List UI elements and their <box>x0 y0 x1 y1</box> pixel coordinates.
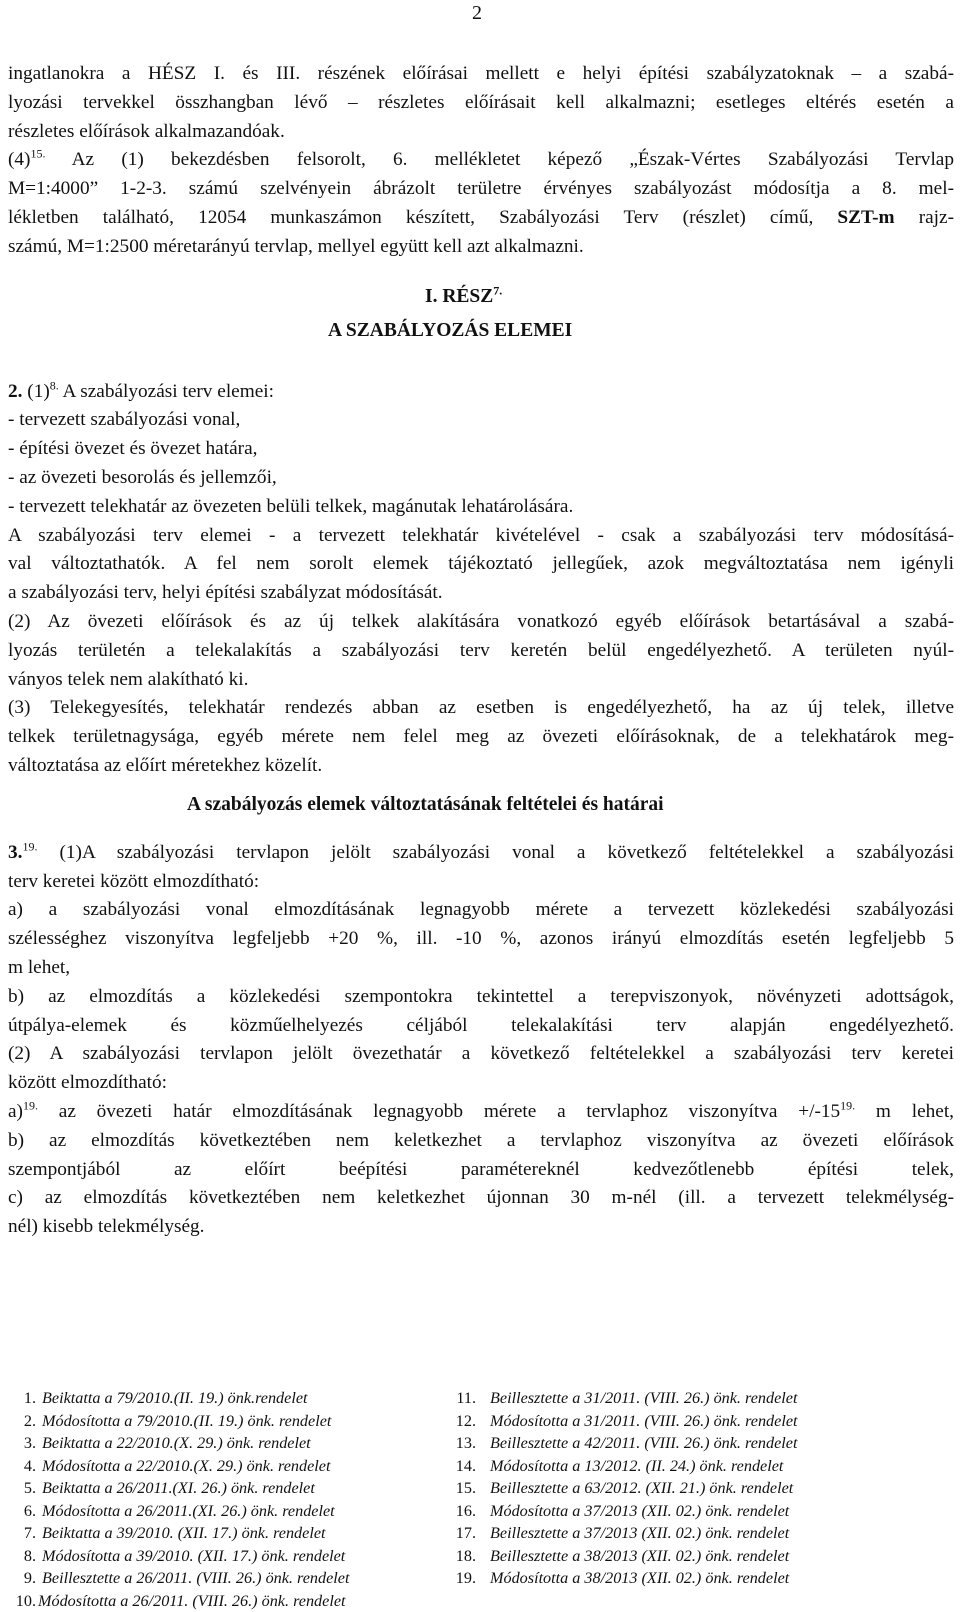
paragraph-line: változtatása az előírt méretekhez közelít. <box>8 752 954 781</box>
paragraph-line: számú, M=1:2500 méretarányú tervlap, mellyel együtt kell azt alkalmazni. <box>8 233 954 262</box>
paragraph-line: ványos telek nem alakítható ki. <box>8 666 954 695</box>
clause-text: Az (1) bekezdésben felsorolt, 6. mellékletet képező „Észak-Vértes Szabályozási Tervlap <box>45 149 954 170</box>
list-item: - építési övezet és övezet határa, <box>8 435 954 464</box>
footnote-item: 1. Beiktatta a 79/2010.(II. 19.) önk.rendelet <box>8 1387 349 1410</box>
clause-text: az övezeti határ elmozdításának legnagyobb mérete a tervlaphoz viszonyítva +/-15 <box>38 1101 840 1122</box>
footnote-item: 17. Beillesztette a 37/2013 (XII. 02.) önk. rendelet <box>452 1522 798 1545</box>
paragraph-line <box>8 839 954 868</box>
clause-number: (1) <box>22 381 49 402</box>
part-heading: I. $RÉSZ^{7.}$ <box>425 286 502 308</box>
paragraph-line: a szabályozási terv, helyi építési szabályzat módosítását. <box>8 579 954 608</box>
paragraph-line: nél) kisebb telekmélység. <box>8 1213 954 1242</box>
drawing-code: SZT-m <box>837 207 894 228</box>
footnote-item: 15. Beillesztette a 63/2012. (XII. 21.) önk. rendelet <box>452 1477 798 1500</box>
footnote-item: 2. Módosította a 79/2010.(II. 19.) önk. rendelet <box>8 1410 349 1433</box>
paragraph-line: ingatlanokra a HÉSZ I. és III. részének előírásai mellett e helyi építési szabályzatoknak – a szabá- <box>8 60 954 89</box>
footnotes-left-column <box>8 1387 349 1612</box>
paragraph-line: szempontjából az előírt beépítési paramétereknél kedvezőtlenebb építési telek, <box>8 1156 954 1185</box>
paragraph-line: lyozás területén a telekalakítás a szabályozási terv keretén belül engedélyezhető. A területen nyúl- <box>8 637 954 666</box>
body-text <box>8 60 954 1242</box>
footnote-ref: 19. <box>22 839 37 853</box>
footnote-item: 8. Módosította a 39/2010. (XII. 17.) önk. rendelet <box>8 1545 349 1568</box>
paragraph-line: szélességhez viszonyítva legfeljebb +20 %, ill. -10 %, azonos irányú elmozdítás esetén legfeljebb 5 <box>8 925 954 954</box>
paragraph-line: (3) Telekegyesítés, telekhatár rendezés abban az esetben is engedélyezhető, ha az új telek, illetve <box>8 694 954 723</box>
paragraph-line: b) az elmozdítás a közlekedési szempontokra tekintettel a terepviszonyok, növényzeti adottságok, <box>8 983 954 1012</box>
list-item: - tervezett szabályozási vonal, <box>8 406 954 435</box>
section-subheading: A szabályozás elemek változtatásának feltételei és határai <box>187 794 664 816</box>
footnote-item: 5. Beiktatta a 26/2011.(XI. 26.) önk. rendelet <box>8 1477 349 1500</box>
paragraph-line: között elmozdítható: <box>8 1069 954 1098</box>
footnote-ref: 15. <box>30 147 45 161</box>
footnote-item: 9. Beillesztette a 26/2011. (VIII. 26.) önk. rendelet <box>8 1567 349 1590</box>
footnote-item: 18. Beillesztette a 38/2013 (XII. 02.) önk. rendelet <box>452 1545 798 1568</box>
footnote-item: 13. Beillesztette a 42/2011. (VIII. 26.) önk. rendelet <box>452 1432 798 1455</box>
footnote-ref: 19. <box>23 1098 38 1112</box>
footnote-item: 12. Módosította a 31/2011. (VIII. 26.) önk. rendelet <box>452 1410 798 1433</box>
footnote-item: 16. Módosította a 37/2013 (XII. 02.) önk. rendelet <box>452 1500 798 1523</box>
paragraph-line: val változtathatók. A fel nem sorolt elemek tájékoztató jellegűek, azok megváltoztatása nem igényli <box>8 550 954 579</box>
list-item: - tervezett telekhatár az övezeten belüli telkek, magánutak lehatárolására. <box>8 493 954 522</box>
footnote-item: 19. Módosította a 38/2013 (XII. 02.) önk. rendelet <box>452 1567 798 1590</box>
paragraph-line <box>8 1098 954 1127</box>
footnote-item: 6. Módosította a 26/2011.(XI. 26.) önk. rendelet <box>8 1500 349 1523</box>
footnote-item: 11. Beillesztette a 31/2011. (VIII. 26.) önk. rendelet <box>452 1387 798 1410</box>
clause-text: A szabályozási terv elemei: <box>59 381 274 402</box>
clause-number: (4) <box>8 149 30 170</box>
footnotes-right-column <box>452 1387 798 1590</box>
paragraph-line <box>8 146 954 175</box>
paragraph-line <box>8 204 954 233</box>
footnote-item: 3. Beiktatta a 22/2010.(X. 29.) önk. rendelet <box>8 1432 349 1455</box>
footnote-item: 4. Módosította a 22/2010.(X. 29.) önk. rendelet <box>8 1455 349 1478</box>
clause-text: (1)A szabályozási tervlapon jelölt szabályozási vonal a következő feltételekkel a szabályozási <box>37 842 954 863</box>
paragraph-line: részletes előírások alkalmazandóak. <box>8 118 954 147</box>
paragraph-line: m lehet, <box>8 954 954 983</box>
paragraph-line <box>8 378 954 407</box>
footnote-item: 10. Módosította a 26/2011. (VIII. 26.) önk. rendelet <box>8 1590 349 1612</box>
footnote-item: 14. Módosította a 13/2012. (II. 24.) önk. rendelet <box>452 1455 798 1478</box>
section-number: 2. <box>8 381 22 402</box>
paragraph-line: M=1:4000” 1-2-3. számú szelvényein ábrázolt területre érvényes szabályozást módosítja a 8. mel- <box>8 175 954 204</box>
paragraph-line: A szabályozási terv elemei - a tervezett telekhatár kivételével - csak a szabályozási terv módosításá- <box>8 522 954 551</box>
section-number: 3. <box>8 842 22 863</box>
page-number: 2 <box>472 2 482 25</box>
clause-text: lékletben található, 12054 munkaszámon készített, Szabályozási Terv (részlet) című, <box>8 207 837 228</box>
paragraph-line: (2) Az övezeti előírások és az új telkek alakítására vonatkozó egyéb előírások betartásával a szabá- <box>8 608 954 637</box>
footnote-ref: 19. <box>840 1098 855 1112</box>
paragraph-line: (2) A szabályozási tervlapon jelölt övezethatár a következő feltételekkel a szabályozási terv keretei <box>8 1040 954 1069</box>
paragraph-line: a) a szabályozási vonal elmozdításának legnagyobb mérete a tervezett közlekedési szabályozási <box>8 896 954 925</box>
list-item: - az övezeti besorolás és jellemzői, <box>8 464 954 493</box>
clause-number: a) <box>8 1101 23 1122</box>
paragraph-line: telkek területnagysága, egyéb mérete nem felel meg az övezeti előírásoknak, de a telekhatárok meg- <box>8 723 954 752</box>
paragraph-line: útpálya-elemek és közműelhelyezés céljából telekalakítási terv alapján engedélyezhető. <box>8 1012 954 1041</box>
footnote-item: 7. Beiktatta a 39/2010. (XII. 17.) önk. rendelet <box>8 1522 349 1545</box>
part-title: A SZABÁLYOZÁS ELEMEI <box>328 320 572 342</box>
clause-text: m lehet, <box>855 1101 954 1122</box>
clause-text: rajz- <box>895 207 954 228</box>
footnote-ref: 7. <box>493 284 502 298</box>
paragraph-line: lyozási tervekkel összhangban lévő – részletes előírásait kell alkalmazni; esetleges eltérés esetén a <box>8 89 954 118</box>
paragraph-line: terv keretei között elmozdítható: <box>8 868 954 897</box>
footnote-ref: 8. <box>50 378 59 392</box>
paragraph-line: b) az elmozdítás következtében nem keletkezhet a tervlaphoz viszonyítva az övezeti előírások <box>8 1127 954 1156</box>
paragraph-line: c) az elmozdítás következtében nem keletkezhet újonnan 30 m-nél (ill. a tervezett telekmélység- <box>8 1184 954 1213</box>
